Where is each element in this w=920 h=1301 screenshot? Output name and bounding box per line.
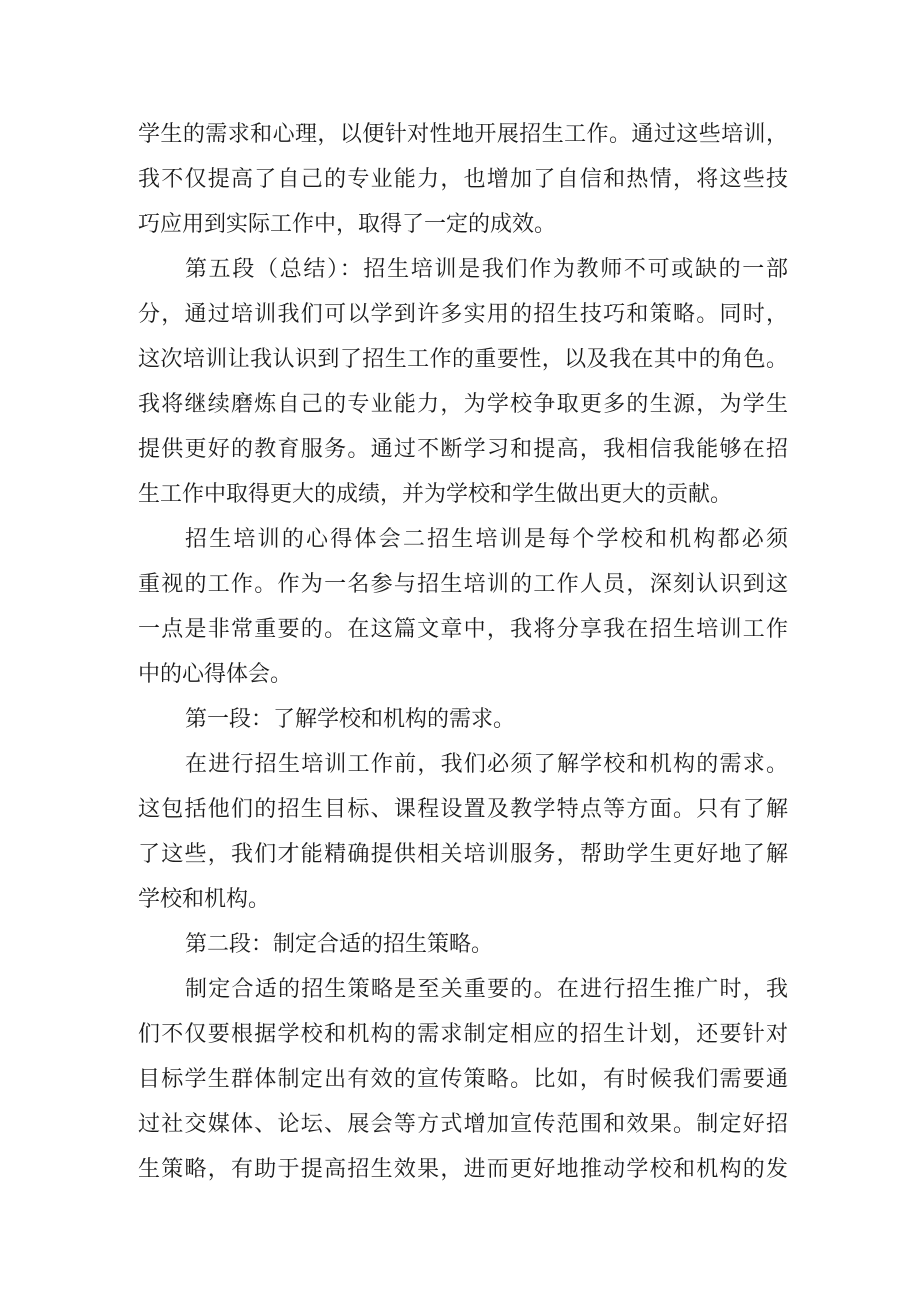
text-line: 第一段：了解学校和机构的需求。 [185,707,516,732]
text-line: 生工作中取得更大的成绩，并为学校和学生做出更大的贡献。 [138,482,733,507]
paragraph-3 [138,517,788,697]
text-line: 目标学生群体制定出有效的宣传策略。比如，有时候我们需要通 [138,1067,788,1092]
text-line: 招生培训的心得体会二招生培训是每个学校和机构都必须 [185,527,788,552]
text-line: 这包括他们的招生目标、课程设置及教学特点等方面。只有了解 [138,797,788,822]
text-line: 我将继续磨炼自己的专业能力，为学校争取更多的生源，为学生 [138,392,788,417]
text-line: 这次培训让我认识到了招生工作的重要性，以及我在其中的角色。 [138,347,788,372]
text-line: 一点是非常重要的。在这篇文章中，我将分享我在招生培训工作 [138,617,788,642]
text-line: 了这些，我们才能精确提供相关培训服务，帮助学生更好地了解 [138,842,788,867]
paragraph-4 [138,697,788,742]
text-line: 学生的需求和心理，以便针对性地开展招生工作。通过这些培训， [138,122,788,147]
text-line: 我不仅提高了自己的专业能力，也增加了自信和热情，将这些技 [138,167,788,192]
paragraph-1 [138,112,788,247]
text-line: 中的心得体会。 [138,662,293,687]
paragraph-2 [138,247,788,517]
document-page [138,112,788,1192]
paragraph-5 [138,742,788,922]
text-line: 巧应用到实际工作中，取得了一定的成效。 [138,212,557,237]
paragraph-6 [138,922,788,967]
text-line: 生策略，有助于提高招生效果，进而更好地推动学校和机构的发 [138,1157,788,1182]
text-line: 分，通过培训我们可以学到许多实用的招生技巧和策略。同时， [138,302,788,327]
text-line: 学校和机构。 [138,887,271,912]
text-line: 在进行招生培训工作前，我们必须了解学校和机构的需求。 [185,752,788,777]
text-line: 第五段（总结）：招生培训是我们作为教师不可或缺的一部 [185,257,788,282]
text-line: 重视的工作。作为一名参与招生培训的工作人员，深刻认识到这 [138,572,788,597]
text-line: 过社交媒体、论坛、展会等方式增加宣传范围和效果。制定好招 [138,1112,788,1137]
paragraph-7 [138,967,788,1192]
text-line: 制定合适的招生策略是至关重要的。在进行招生推广时，我 [185,977,788,1002]
text-line: 提供更好的教育服务。通过不断学习和提高，我相信我能够在招 [138,437,788,462]
text-line: 们不仅要根据学校和机构的需求制定相应的招生计划，还要针对 [138,1022,788,1047]
text-line: 第二段：制定合适的招生策略。 [185,932,494,957]
